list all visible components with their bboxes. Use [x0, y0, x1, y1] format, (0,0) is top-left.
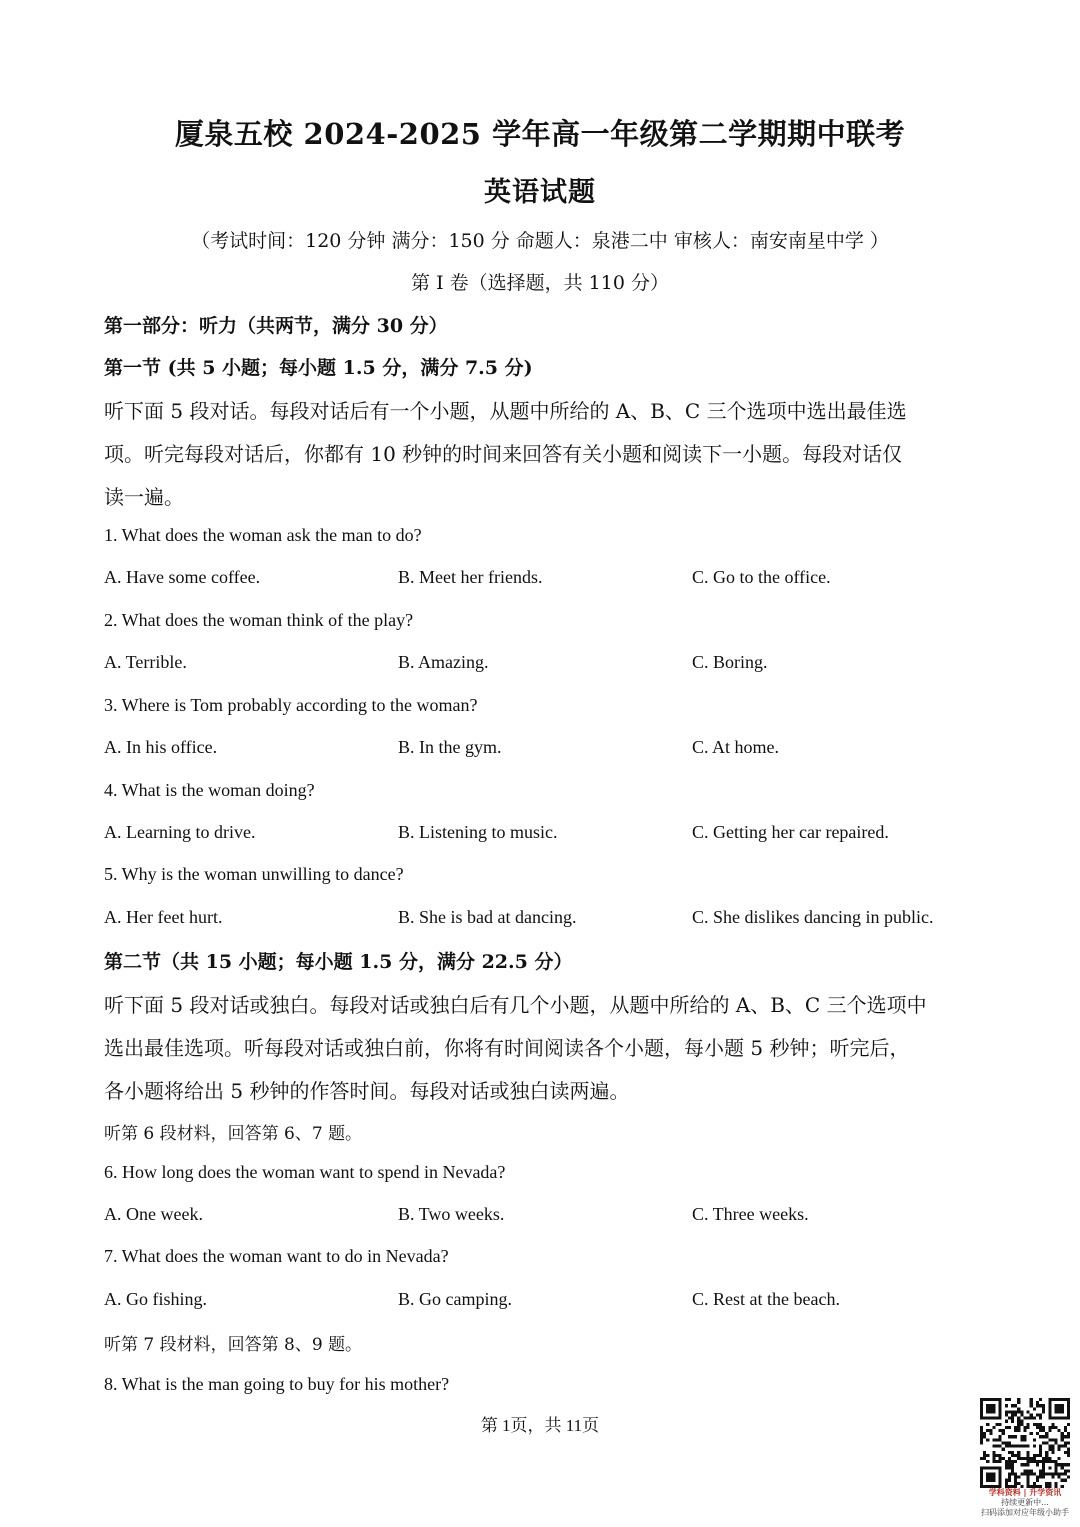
section2-instruction-line: 听下面 5 段对话或独白。每段对话或独白后有几个小题，从题中所给的 A、B、C 三个选项中 — [104, 993, 927, 1017]
question-stem: 4. What is the woman doing? — [104, 780, 315, 800]
exam-subtitle: 英语试题 — [484, 177, 596, 208]
option-a: A. Learning to drive. — [104, 822, 256, 842]
option-b: B. Meet her friends. — [398, 567, 543, 587]
option-a: A. In his office. — [104, 737, 218, 757]
option-c: C. Go to the office. — [692, 567, 831, 587]
section2-heading: 第二节（共 15 小题；每小题 1.5 分，满分 22.5 分） — [104, 951, 573, 973]
qr-caption: 持续更新中... — [1001, 1498, 1049, 1507]
section1-instruction-line: 项。听完每段对话后，你都有 10 秒钟的时间来回答有关小题和阅读下一小题。每段对话仅 — [104, 442, 903, 466]
section2-instruction-line: 选出最佳选项。听每段对话或独白前，你将有时间阅读各个小题，每小题 5 秒钟；听完后， — [104, 1036, 910, 1060]
section1-heading: 第一节 (共 5 小题；每小题 1.5 分，满分 7.5 分) — [104, 357, 533, 379]
section1-instruction-line: 读一遍。 — [104, 485, 184, 509]
option-c: C. Three weeks. — [692, 1204, 809, 1224]
option-b: B. Listening to music. — [398, 822, 558, 842]
volume-title: 第 I 卷（选择题，共 110 分） — [411, 272, 669, 294]
page-number: 第 1页，共 11页 — [480, 1416, 600, 1435]
exam-title: 厦泉五校 2024-2025 学年高一年级第二学期期中联考 — [174, 117, 906, 151]
option-b: B. Go camping. — [398, 1289, 512, 1309]
option-c: C. At home. — [692, 737, 780, 757]
question-stem: 3. Where is Tom probably according to the woman? — [104, 695, 478, 715]
option-a: A. Terrible. — [104, 652, 187, 672]
option-b: B. Amazing. — [398, 652, 489, 672]
option-b: B. Two weeks. — [398, 1204, 505, 1224]
part1-heading: 第一部分：听力（共两节，满分 30 分） — [104, 315, 448, 337]
option-c: C. Getting her car repaired. — [692, 822, 889, 842]
section1-instruction-line: 听下面 5 段对话。每段对话后有一个小题，从题中所给的 A、B、C 三个选项中选出最佳选 — [104, 399, 907, 423]
qr-caption: 学科资料 | 升学资讯 — [988, 1488, 1062, 1497]
qr-caption: 扫码添加对应年级小助手 — [981, 1508, 1069, 1517]
question-stem: 5. Why is the woman unwilling to dance? — [104, 864, 404, 884]
question-stem: 1. What does the woman ask the man to do? — [104, 525, 422, 545]
option-b: B. In the gym. — [398, 737, 502, 757]
option-c: C. Rest at the beach. — [692, 1289, 840, 1309]
option-a: A. Have some coffee. — [104, 567, 261, 587]
option-a: A. Go fishing. — [104, 1289, 207, 1309]
material-label: 听第 7 段材料，回答第 8、9 题。 — [104, 1335, 363, 1355]
option-a: A. Her feet hurt. — [104, 907, 223, 927]
question-stem: 8. What is the man going to buy for his mother? — [104, 1374, 450, 1394]
option-a: A. One week. — [104, 1204, 203, 1224]
section2-instruction-line: 各小题将给出 5 秒钟的作答时间。每段对话或独白读两遍。 — [104, 1079, 630, 1103]
exam-info: （考试时间：120 分钟 满分：150 分 命题人：泉港二中 审核人：南安南星中学 ） — [191, 230, 889, 252]
material-label: 听第 6 段材料，回答第 6、7 题。 — [104, 1124, 363, 1144]
qr-code-icon — [980, 1398, 1070, 1488]
option-b: B. She is bad at dancing. — [398, 907, 577, 927]
question-stem: 6. How long does the woman want to spend in Nevada? — [104, 1162, 506, 1182]
question-stem: 2. What does the woman think of the play? — [104, 610, 414, 630]
question-stem: 7. What does the woman want to do in Nevada? — [104, 1246, 449, 1266]
qr-block — [978, 1398, 1072, 1518]
option-c: C. She dislikes dancing in public. — [692, 907, 934, 927]
option-c: C. Boring. — [692, 652, 768, 672]
